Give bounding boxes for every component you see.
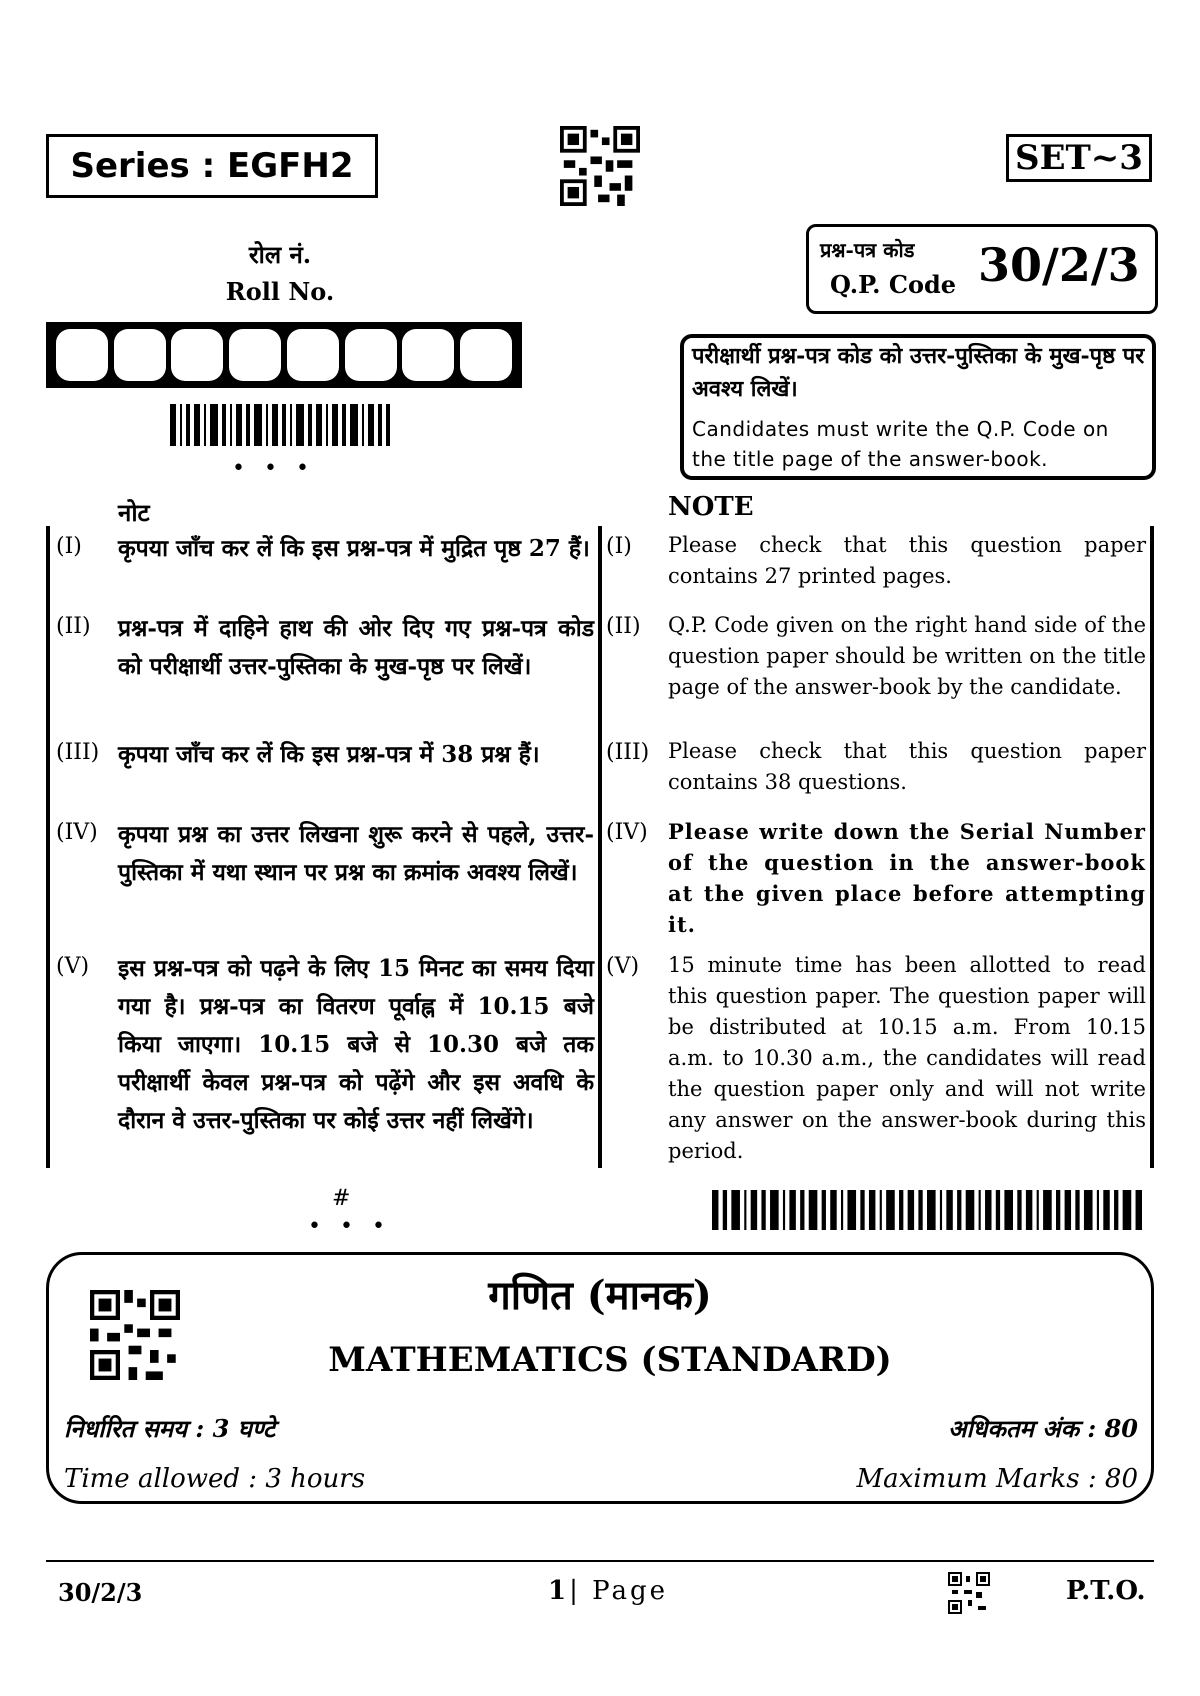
set-label: SET~3 <box>1015 138 1143 178</box>
roll-digit-box <box>171 329 223 381</box>
qr-code-icon <box>560 126 640 206</box>
roll-digit-box <box>402 329 454 381</box>
note-item-number: (III) <box>606 740 650 765</box>
note-item-hindi: कृपया जाँच कर लें कि इस प्रश्न-पत्र में 38 प्रश्न हैं। <box>118 741 540 768</box>
note-item-number: (III) <box>56 740 100 765</box>
note-item-english: Please check that this question paper contains 38 questions. <box>668 739 1146 794</box>
note-item-number: (I) <box>56 534 82 559</box>
qr-code-icon <box>90 1290 180 1380</box>
subject-title: MATHEMATICS (STANDARD) <box>328 1340 892 1380</box>
note-item-number: (V) <box>606 954 640 979</box>
note-item-english: Please check that this question paper contains 27 printed pages. <box>668 533 1146 588</box>
hash-mark: # <box>332 1186 351 1211</box>
note-item-number: (I) <box>606 534 632 559</box>
page-label: | Page <box>569 1576 668 1606</box>
barcode-icon <box>170 404 390 446</box>
series-box <box>46 134 378 198</box>
series-label: Series : EGFH2 <box>70 146 354 186</box>
candidate-instruction-hindi: परीक्षार्थी प्रश्न-पत्र कोड को उत्तर-पुस्तिका के मुख-पृष्ठ पर अवश्य लिखें। <box>692 343 1145 402</box>
set-box <box>1006 134 1152 182</box>
roll-digit-box <box>287 329 339 381</box>
note-item-english: Please write down the Serial Number of the question in the answer-book at the given place before attempting it. <box>668 819 1146 937</box>
candidate-instruction-english: Candidates must write the Q.P. Code on the title page of the answer-book. <box>692 417 1109 471</box>
note-item-hindi: कृपया जाँच कर लें कि इस प्रश्न-पत्र में मुद्रित पृष्ठ 27 हैं। <box>118 535 590 562</box>
roll-no-label: Roll No. <box>225 277 335 306</box>
note-heading: NOTE <box>668 492 754 522</box>
footer-divider <box>46 1560 1154 1562</box>
roll-number-boxes <box>46 322 522 388</box>
column-rule-right <box>1150 526 1154 1168</box>
note-item-hindi: कृपया प्रश्न का उत्तर लिखना शुरू करने से पहले, उत्तर-पुस्तिका में यथा स्थान पर प्रश्न का क्रमांक अवश्य लिखें। <box>118 821 594 886</box>
roll-digit-box <box>56 329 108 381</box>
subject-title-hindi: गणित (मानक) <box>488 1272 712 1319</box>
note-item-english: Q.P. Code given on the right hand side of the question paper should be written on the title page of the answer-book by the candidate. <box>668 613 1146 699</box>
note-heading-hindi: नोट <box>118 498 150 527</box>
column-rule-left <box>46 526 50 1168</box>
note-item-hindi: प्रश्न-पत्र में दाहिने हाथ की ओर दिए गए प्रश्न-पत्र कोड को परीक्षार्थी उत्तर-पुस्तिका के मुख-पृष्ठ पर लिखें। <box>118 615 594 680</box>
time-allowed: Time allowed : 3 hours <box>64 1464 366 1494</box>
barcode-icon <box>712 1190 1142 1230</box>
note-item-hindi: इस प्रश्न-पत्र को पढ़ने के लिए 15 मिनट का समय दिया गया है। प्रश्न-पत्र का वितरण पूर्वाह्न में 10.15 बजे किया जाएगा। 10.15 बजे से 10.30 बजे तक परीक्षार्थी केवल प्रश्न-पत्र को पढ़ेंगे और इस अवधि के दौरान वे उत्तर-पुस्तिका पर कोई उत्तर नहीं लिखेंगे। <box>118 955 594 1134</box>
note-item-number: (IV) <box>606 820 648 845</box>
qp-code-label: Q.P. Code <box>830 270 957 299</box>
note-item-english: 15 minute time has been allotted to read this question paper. The question paper will be distributed at 10.15 a.m. From 10.15 a.m. to 10.30 a.m., the candidates will read the question paper only and will not write any answer on the answer-book during this period. <box>668 953 1146 1163</box>
qr-code-icon <box>948 1572 990 1614</box>
qp-code-label-hindi: प्रश्न-पत्र कोड <box>820 238 915 262</box>
roll-no-label-hindi: रोल नं. <box>248 240 312 269</box>
note-item-number: (II) <box>56 614 91 639</box>
maximum-marks-hindi: अधिकतम अंक : 80 <box>948 1414 1138 1443</box>
roll-digit-box <box>460 329 512 381</box>
roll-digit-box <box>229 329 281 381</box>
column-rule-middle <box>598 526 602 1168</box>
roll-digit-box <box>345 329 397 381</box>
decorative-dots: • • • <box>232 456 315 481</box>
please-turn-over: P.T.O. <box>1066 1576 1146 1606</box>
page-number <box>548 1576 668 1606</box>
roll-digit-box <box>114 329 166 381</box>
decorative-dots: • • • <box>308 1214 391 1239</box>
note-item-number: (IV) <box>56 820 98 845</box>
note-item-number: (V) <box>56 954 90 979</box>
footer-qp-code: 30/2/3 <box>58 1578 143 1607</box>
qp-code-value: 30/2/3 <box>978 238 1140 292</box>
note-item-number: (II) <box>606 614 641 639</box>
maximum-marks: Maximum Marks : 80 <box>856 1464 1138 1494</box>
page-number-value: 1 <box>548 1576 570 1606</box>
time-allowed-hindi: निर्धारित समय : 3 घण्टे <box>64 1414 276 1443</box>
